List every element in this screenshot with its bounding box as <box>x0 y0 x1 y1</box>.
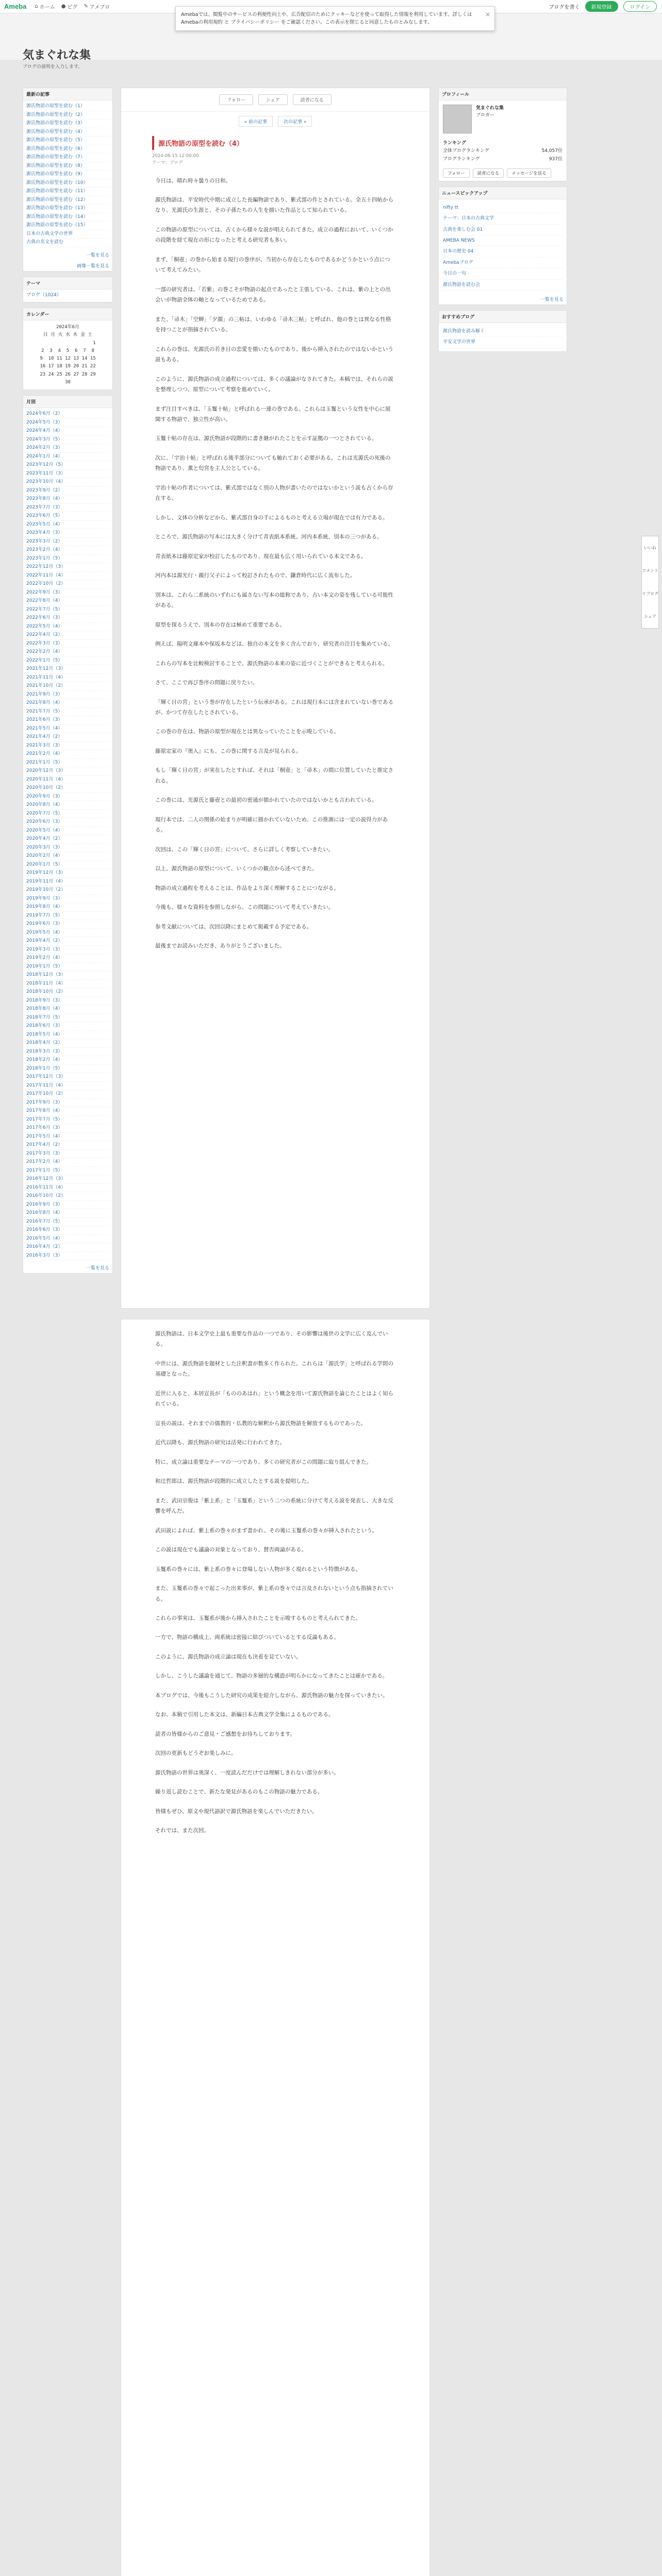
nav-pigg[interactable]: ● ピグ <box>61 4 78 10</box>
prev-article-link[interactable]: « 前の記事 <box>239 116 273 127</box>
archive-item[interactable]: 2016年7月（5） <box>26 1218 109 1227</box>
article-paragraph: 例えば、陽明文庫本や保坂本などは、独自の本文を多く含んでおり、研究者の注目を集めている。 <box>155 641 393 648</box>
article-paragraph: 近代以降も、源氏物語の研究は活発に行われてきた。 <box>155 1439 285 1446</box>
calendar-month: 2024年6月 <box>56 325 80 330</box>
archive-item[interactable]: 2024年5月（3） <box>26 419 109 428</box>
pickup-more-link[interactable]: 一覧を見る <box>540 297 564 303</box>
article-paragraph: 物語の成立過程を考えることは、作品をより深く理解することにつながる。 <box>155 885 339 891</box>
article-paragraph: 皆様もぜひ、原文や現代語訳で源氏物語を楽しんでいただきたい。 <box>155 1808 318 1815</box>
calendar-week: 9 10 11 12 13 14 15 <box>40 356 96 362</box>
article-main <box>121 88 430 1309</box>
archive-item[interactable]: 2023年5月（4） <box>26 521 109 530</box>
article-paragraph: このように、源氏物語の成立過程については、多くの議論がなされてきた。本稿では、それらの説を整理しつつ、原型について考察を進めていく。 <box>155 376 393 393</box>
article-paragraph: この巻には、光源氏と藤壺との最初の密通が描かれていたのではないかとも言われている。 <box>155 797 377 804</box>
article-title[interactable]: 源氏物語の原型を読む（4） <box>152 136 399 150</box>
archive-item[interactable]: 2023年11月（3） <box>26 470 109 479</box>
pickup-list <box>439 199 567 294</box>
article-paragraph: もし「輝く日の宮」が実在したとすれば、それは「桐壺」と「帚木」の間に位置していたと推定される。 <box>155 767 393 784</box>
archive-item[interactable]: 2020年10月（2） <box>26 784 109 793</box>
archive-item[interactable]: 2020年12月（3） <box>26 767 109 776</box>
article-paragraph: 現行本では、二人の関係の始まりが明確に描かれていないため、この推測には一定の説得力がある。 <box>155 816 388 834</box>
article-paragraph: 一方で、物語の構成上、両系統は密接に結びついているとする反論もある。 <box>155 1634 339 1641</box>
article-paragraph: 読者の皆様からのご意見・ご感想をお待ちしております。 <box>155 1731 296 1737</box>
archive-item[interactable]: 2018年4月（2） <box>26 1039 109 1048</box>
archive-list <box>23 408 112 1262</box>
archive-item[interactable]: 2023年4月（3） <box>26 529 109 538</box>
archive-item[interactable]: 2024年3月（5） <box>26 436 109 445</box>
archive-item[interactable]: 2020年2月（4） <box>26 852 109 861</box>
article-paragraph: 青表紙本は藤原定家が校訂したものであり、現在最も広く用いられている本文である。 <box>155 553 367 560</box>
archive-item[interactable]: 2019年10月（2） <box>26 886 109 895</box>
recent-posts-box <box>23 88 113 272</box>
archive-item[interactable]: 2018年7月（5） <box>26 1014 109 1023</box>
archive-more-link[interactable]: 一覧を見る <box>86 1266 109 1272</box>
archive-item[interactable]: 2019年9月（3） <box>26 895 109 904</box>
calendar-heading: カレンダー <box>23 308 112 320</box>
archive-item[interactable]: 2021年5月（4） <box>26 725 109 734</box>
top-nav <box>35 3 110 10</box>
article-paragraph: 以上、源氏物語の原型について、いくつかの観点から述べてきた。 <box>155 866 318 872</box>
reader-button[interactable]: 読者になる <box>293 94 332 105</box>
recommend-box <box>438 310 567 352</box>
archive-heading: 月別 <box>23 396 112 408</box>
article-paragraph: このように、源氏物語の成立論は現在も決着を見ていない。 <box>155 1653 302 1660</box>
archive-item[interactable]: 2024年4月（4） <box>26 427 109 436</box>
home-icon: ⌂ <box>35 4 38 9</box>
calendar-rows <box>26 340 109 387</box>
archive-item[interactable]: 2022年2月（4） <box>26 648 109 657</box>
profile-reader-button[interactable]: 読者になる <box>473 168 504 178</box>
float-action[interactable]: いいね <box>644 545 656 550</box>
archive-item[interactable]: 2018年3月（3） <box>26 1048 109 1057</box>
cookie-notice-text: Amebaでは、閲覧中のサービスの利便性向上や、広告配信のためにクッキーなどを使って取得した情報を利用しています。詳しくは Amebaの利用規約 と プライバシーポリシー をご確認ください。この表示を閉じると同意したものとみなします。 <box>181 12 472 26</box>
theme-box <box>23 277 113 303</box>
archive-item[interactable]: 2017年12月（3） <box>26 1073 109 1082</box>
article-paragraph: 一部の研究者は、「若紫」の巻こそが物語の起点であったと主張している。これは、紫の上との出会いが物語全体の軸となっているためである。 <box>155 286 391 303</box>
archive-item[interactable]: 2021年11月（4） <box>26 674 109 683</box>
follow-bar <box>121 88 429 112</box>
archive-item[interactable]: 2017年11月（4） <box>26 1082 109 1091</box>
article-paragraph: しかし、文体の分析などから、紫式部自身の手によるものと考える立場が現在では有力である。 <box>155 514 388 521</box>
archive-item[interactable]: 2018年11月（4） <box>26 980 109 989</box>
article-paragraph: 次に、「宇治十帖」と呼ばれる後半部分についても触れておく必要がある。これは光源氏の死後の物語であり、薫と匂宮を主人公としている。 <box>155 454 391 472</box>
archive-item[interactable]: 2018年2月（4） <box>26 1056 109 1065</box>
recent-post-item[interactable]: 源氏物語の原型を読む（3） <box>26 120 109 128</box>
article-paragraph: さて、ここで再び巻序の問題に戻りたい。 <box>155 680 258 686</box>
article-paragraph: また、武田宗俊は「紫上系」と「玉鬘系」という二つの系統に分けて考える説を発表し、大きな反響を呼んだ。 <box>155 1497 393 1515</box>
archive-item[interactable]: 2021年12月（3） <box>26 665 109 674</box>
archive-item[interactable]: 2022年4月（2） <box>26 631 109 640</box>
article-meta <box>152 153 399 166</box>
article-paragraph: 藤原定家の『奥入』にも、この巻に関する言及が見られる。 <box>155 748 302 754</box>
archive-item[interactable]: 2022年12月（3） <box>26 563 109 572</box>
recent-more-link[interactable]: 一覧を見る <box>86 252 109 258</box>
close-icon[interactable]: × <box>485 11 490 18</box>
recent-post-item[interactable]: 源氏物語の原型を読む（11） <box>26 188 109 196</box>
rank-row: ブログランキング 937位 <box>443 156 562 162</box>
article-paragraph: 武田説によれば、紫上系の巻々がまず書かれ、その後に玉鬘系の巻々が挿入されたという。 <box>155 1527 378 1534</box>
archive-item[interactable]: 2022年3月（3） <box>26 640 109 649</box>
archive-item[interactable]: 2023年1月（5） <box>26 555 109 564</box>
blog-title[interactable]: 気まぐれな集 <box>23 48 91 61</box>
archive-item[interactable]: 2016年9月（3） <box>26 1201 109 1210</box>
follow-button[interactable]: フォロー <box>219 94 253 105</box>
nav-home[interactable]: ⌂ ホーム <box>35 4 55 10</box>
archive-item[interactable]: 2019年3月（3） <box>26 946 109 955</box>
recent-post-item[interactable]: 日本の古典文学の世界 <box>26 230 109 239</box>
article-body-continued <box>155 1329 395 1836</box>
recent-post-item[interactable]: 源氏物語の原型を読む（14） <box>26 213 109 222</box>
archive-item[interactable]: 2016年11月（4） <box>26 1184 109 1193</box>
archive-item[interactable]: 2018年6月（3） <box>26 1022 109 1031</box>
archive-item[interactable]: 2020年7月（5） <box>26 810 109 819</box>
pickup-heading: ニュースピックアップ <box>439 187 567 199</box>
float-action[interactable]: シェア <box>644 614 656 619</box>
archive-item[interactable]: 2019年5月（4） <box>26 929 109 938</box>
profile-meta: ブロガー <box>476 113 495 118</box>
article-theme[interactable]: テーマ：ブログ <box>152 160 183 165</box>
article-paragraph: 別本は、これら二系統のいずれにも属さない写本の総称であり、古い本文の姿を残している可能性がある。 <box>155 591 393 609</box>
archive-item[interactable]: 2020年6月（3） <box>26 818 109 827</box>
archive-item[interactable]: 2018年10月（2） <box>26 988 109 997</box>
archive-item[interactable]: 2022年8月（4） <box>26 597 109 606</box>
archive-item[interactable]: 2020年5月（4） <box>26 827 109 836</box>
archive-item[interactable]: 2021年9月（3） <box>26 691 109 700</box>
article-body <box>155 176 395 952</box>
archive-item[interactable]: 2023年9月（2） <box>26 487 109 496</box>
floating-action-bar <box>641 536 659 629</box>
calendar <box>23 320 112 389</box>
archive-item[interactable]: 2021年4月（2） <box>26 733 109 742</box>
article-paragraph: 次回は、この「輝く日の宮」について、さらに詳しく考察していきたい。 <box>155 846 334 853</box>
blog-create-link[interactable]: ブログを書く <box>549 5 580 10</box>
archive-item[interactable]: 2017年6月（3） <box>26 1124 109 1133</box>
archive-item[interactable]: 2021年7月（5） <box>26 708 109 717</box>
blog-description: ブログの説明を入力します。 <box>23 64 83 70</box>
archive-item[interactable]: 2017年8月（4） <box>26 1107 109 1116</box>
archive-item[interactable]: 2017年9月（3） <box>26 1099 109 1108</box>
archive-item[interactable]: 2020年8月（4） <box>26 801 109 810</box>
recent-post-item[interactable]: 古典の名文を読む <box>26 239 109 247</box>
archive-item[interactable]: 2023年3月（2） <box>26 538 109 547</box>
calendar-week: 16 17 18 19 20 21 22 <box>40 364 96 369</box>
archive-item[interactable]: 2019年1月（5） <box>26 963 109 972</box>
article-paragraph: これらの写本を比較検討することで、源氏物語の本来の姿に近づくことができると考えられる。 <box>155 660 388 667</box>
archive-item[interactable]: 2022年9月（3） <box>26 589 109 598</box>
article-date: 2024-06-15 12:00:00 <box>152 154 199 159</box>
archive-item[interactable]: 2020年4月（2） <box>26 835 109 844</box>
cookie-notice <box>175 6 495 31</box>
profile-heading: プロフィール <box>439 88 567 100</box>
article-paragraph: この説は現在でも議論の対象となっており、賛否両論がある。 <box>155 1547 307 1553</box>
article-paragraph: しかし、こうした議論を通じて、物語の多層的な構造が明らかになってきたことは確かである。 <box>155 1673 388 1680</box>
signup-button[interactable]: 新規登録 <box>585 1 618 12</box>
recommend-item[interactable]: 源氏物語を読み解く <box>443 326 562 337</box>
pickup-item[interactable]: Amebaブログ <box>443 258 562 268</box>
calendar-week: 23 24 25 26 27 28 29 <box>40 371 96 377</box>
archive-item[interactable]: 2022年10月（2） <box>26 580 109 589</box>
article-paragraph: 源氏物語は、日本文学史上最も重要な作品の一つであり、その影響は後世の文学に広く及んでいる。 <box>155 1331 388 1348</box>
archive-item[interactable]: 2021年2月（4） <box>26 750 109 759</box>
article-paragraph: ところで、源氏物語の写本には大きく分けて青表紙本系統、河内本系統、別本の三つがある。 <box>155 534 383 540</box>
recent-post-item[interactable]: 源氏物語の原型を読む（15） <box>26 222 109 230</box>
article-paragraph: 和辻哲郎は、源氏物語が段階的に成立したとする説を提唱した。 <box>155 1478 312 1485</box>
article-paragraph: 「輝く日の宮」という巻が存在したという伝承がある。これは現行本には含まれていない巻であるが、かつて存在したとされている。 <box>155 699 393 716</box>
archive-item[interactable]: 2017年10月（2） <box>26 1090 109 1099</box>
profile-info <box>476 105 504 133</box>
pickup-item[interactable]: 日本の歴史 04 <box>443 246 562 257</box>
ameba-logo[interactable]: Ameba <box>4 3 27 10</box>
avatar[interactable] <box>443 105 472 133</box>
archive-item[interactable]: 2017年3月（3） <box>26 1150 109 1159</box>
pickup-item[interactable]: nifty tt <box>443 202 562 213</box>
article-paragraph: 近世に入ると、本居宣長が「もののあはれ」という概念を用いて源氏物語を論じたことはよく知られている。 <box>155 1390 393 1408</box>
recent-post-item[interactable]: 源氏物語の原型を読む（2） <box>26 111 109 120</box>
recent-post-item[interactable]: 源氏物語の原型を読む（4） <box>26 128 109 137</box>
archive-item[interactable]: 2018年1月（5） <box>26 1065 109 1074</box>
article-paragraph: 玉鬘系の巻々には、紫上系の巻々に登場しない人物が多く現れるという特徴がある。 <box>155 1566 361 1572</box>
share-button[interactable]: シェア <box>258 94 288 105</box>
archive-item[interactable]: 2021年6月（3） <box>26 716 109 725</box>
article-paragraph: 原型を探るうえで、別本の存在は極めて重要である。 <box>155 621 285 628</box>
archive-item[interactable]: 2019年6月（3） <box>26 920 109 929</box>
article-paragraph: なお、本稿で引用した本文は、新編日本古典文学全集によるものである。 <box>155 1711 334 1718</box>
archive-item[interactable]: 2019年8月（4） <box>26 903 109 912</box>
recent-post-item[interactable]: 源氏物語の原型を読む（1） <box>26 103 109 111</box>
right-sidebar <box>438 88 567 357</box>
recent-post-item[interactable]: 源氏物語の原型を読む（6） <box>26 145 109 154</box>
article-paragraph: 次回の更新もどうぞお楽しみに。 <box>155 1750 237 1757</box>
profile-box <box>438 88 567 181</box>
calendar-week: 30 <box>65 380 71 385</box>
archive-item[interactable]: 2016年8月（4） <box>26 1209 109 1218</box>
archive-item[interactable]: 2017年5月（4） <box>26 1133 109 1142</box>
article-paragraph: この巻の存在は、物語の原型が現在とは異なっていたことを示唆している。 <box>155 728 339 735</box>
archive-item[interactable]: 2024年1月（4） <box>26 453 109 462</box>
article-paragraph: 参考文献については、次回以降にまとめて掲載する予定である。 <box>155 923 312 930</box>
recent-post-item[interactable]: 源氏物語の原型を読む（9） <box>26 171 109 179</box>
article-paragraph: 河内本は源光行・親行父子によって校訂されたもので、鎌倉時代に広く流布した。 <box>155 572 356 579</box>
archive-item[interactable]: 2022年7月（5） <box>26 606 109 615</box>
profile-follow-button[interactable]: フォロー <box>443 168 470 178</box>
archive-item[interactable]: 2016年3月（3） <box>26 1252 109 1261</box>
recent-posts-list <box>23 100 112 249</box>
recommend-heading: おすすめブログ <box>439 311 567 323</box>
archive-item[interactable]: 2022年1月（5） <box>26 657 109 666</box>
archive-item[interactable]: 2018年12月（3） <box>26 971 109 980</box>
pigg-icon: ● <box>61 4 66 9</box>
archive-item[interactable]: 2016年6月（3） <box>26 1226 109 1235</box>
archive-item[interactable]: 2018年9月（3） <box>26 997 109 1006</box>
left-sidebar <box>23 88 113 1279</box>
archive-item[interactable]: 2016年10月（2） <box>26 1192 109 1201</box>
article-paragraph: 中世には、源氏物語を題材とした注釈書が数多く作られた。これらは「源氏学」と呼ばれる学問の基礎となった。 <box>155 1360 393 1378</box>
article-paragraph: 特に、成立論は重要なテーマの一つであり、多くの研究者がこの問題に取り組んできた。 <box>155 1459 372 1465</box>
article-paragraph: 今後も、様々な資料を参照しながら、この問題について考えていきたい。 <box>155 904 334 911</box>
article-paragraph: この物語の原型については、古くから様々な説が唱えられてきた。成立の過程において、いくつかの段階を経て現在の形になったと考える研究者も多い。 <box>155 226 393 244</box>
message-button[interactable]: メッセージを送る <box>507 168 551 178</box>
pickup-item[interactable]: 今日の一句 <box>443 268 562 279</box>
archive-item[interactable]: 2019年4月（2） <box>26 937 109 946</box>
article-paragraph: まず注目すべきは、「玉鬘十帖」と呼ばれる一連の巻である。これらは玉鬘という女性を中心に展開する物語で、独立性が高い。 <box>155 405 391 422</box>
article-nav <box>121 112 429 131</box>
archive-item[interactable]: 2024年2月（3） <box>26 444 109 453</box>
archive-item[interactable]: 2020年11月（4） <box>26 776 109 785</box>
login-button[interactable]: ログイン <box>623 1 657 12</box>
article-paragraph: それでは、また次回。 <box>155 1827 209 1834</box>
article-paragraph: これらの事実は、玉鬘系が後から挿入されたことを示唆するものと考えられてきた。 <box>155 1615 361 1621</box>
calendar-weekdays: 日 月 火 水 木 金 土 <box>43 332 93 338</box>
article-paragraph: 宣長の説は、それまでの儒教的・仏教的な解釈から源氏物語を解放するものであった。 <box>155 1420 367 1427</box>
article-paragraph: これらの巻は、光源氏の若き日の恋愛を描いたものであり、後から挿入されたのではないかという説もある。 <box>155 346 393 363</box>
calendar-box <box>23 308 113 390</box>
float-action[interactable]: リブログ <box>642 591 658 596</box>
pickup-item[interactable]: AMEBA NEWS <box>443 235 562 246</box>
recent-posts-heading: 最新の記事 <box>23 88 112 100</box>
theme-item[interactable]: ブログ（1024） <box>26 292 109 300</box>
archive-item[interactable]: 2023年12月（5） <box>26 461 109 470</box>
nav-ameblo[interactable]: ✎ アメブロ <box>84 4 110 10</box>
recent-post-item[interactable]: 源氏物語の原型を読む（7） <box>26 154 109 162</box>
archive-item[interactable]: 2019年2月（4） <box>26 954 109 963</box>
archive-item[interactable]: 2016年5月（4） <box>26 1235 109 1244</box>
archive-item[interactable]: 2020年3月（3） <box>26 844 109 853</box>
article-paragraph: 今日は、晴れ時々曇りの日和。 <box>155 177 231 184</box>
archive-item[interactable]: 2023年8月（4） <box>26 495 109 504</box>
recent-post-item[interactable]: 源氏物語の原型を読む（5） <box>26 137 109 145</box>
archive-item[interactable]: 2021年10月（2） <box>26 682 109 691</box>
article-paragraph: 源氏物語の世界は奥深く、一度読んだだけでは理解しきれない部分が多い。 <box>155 1769 339 1776</box>
profile-buttons <box>439 165 567 181</box>
ameblo-icon: ✎ <box>84 4 88 9</box>
archive-item[interactable]: 2016年12月（3） <box>26 1175 109 1184</box>
archive-item[interactable]: 2018年8月（4） <box>26 1005 109 1014</box>
archive-item[interactable]: 2023年10月（4） <box>26 478 109 487</box>
archive-item[interactable]: 2023年2月（4） <box>26 546 109 555</box>
archive-box <box>23 395 113 1274</box>
archive-item[interactable]: 2017年2月（4） <box>26 1158 109 1167</box>
article-paragraph: また、「帚木」「空蝉」「夕顔」の三帖は、いわゆる「帚木三帖」と呼ばれ、他の巻とは異なる性格を持つことが指摘されている。 <box>155 316 391 333</box>
calendar-week: 1 <box>40 340 96 346</box>
archive-item[interactable]: 2022年11月（4） <box>26 572 109 581</box>
archive-item[interactable]: 2022年6月（3） <box>26 614 109 623</box>
archive-item[interactable]: 2023年6月（5） <box>26 512 109 521</box>
image-list-link[interactable]: 画像一覧を見る <box>76 263 109 269</box>
calendar-week: 2 3 4 5 6 7 8 <box>41 348 94 353</box>
article-paragraph: また、玉鬘系の巻々で起こった出来事が、紫上系の巻々では言及されないという点も指摘されている。 <box>155 1585 393 1602</box>
recommend-item[interactable]: 平安文学の世界 <box>443 337 562 348</box>
archive-item[interactable]: 2021年1月（5） <box>26 759 109 768</box>
pickup-item[interactable]: テーマ：日本の古典文学 <box>443 213 562 224</box>
profile <box>439 100 567 138</box>
pickup-item[interactable]: 古典を楽しむ会 01 <box>443 225 562 235</box>
archive-item[interactable]: 2017年4月（2） <box>26 1141 109 1150</box>
top-right <box>549 1 657 12</box>
article-paragraph: 宇治十帖の作者については、紫式部ではなく別の人物が書いたのではないかという説も古くから存在する。 <box>155 484 393 502</box>
archive-item[interactable]: 2021年8月（4） <box>26 699 109 708</box>
article-paragraph: 最後までお読みいただき、ありがとうございました。 <box>155 943 285 950</box>
article-paragraph: 玉鬘十帖の存在は、源氏物語が段階的に書き継がれたことを示す証拠の一つとされている。 <box>155 435 377 442</box>
ranking <box>439 138 567 165</box>
archive-item[interactable]: 2019年7月（5） <box>26 912 109 921</box>
recent-post-item[interactable]: 源氏物語の原型を読む（12） <box>26 196 109 205</box>
recommend-list <box>439 323 567 351</box>
next-article-link[interactable]: 次の記事 » <box>278 116 312 127</box>
recent-post-item[interactable]: 源氏物語の原型を読む（10） <box>26 179 109 188</box>
archive-item[interactable]: 2018年5月（4） <box>26 1031 109 1040</box>
archive-item[interactable]: 2023年7月（3） <box>26 504 109 513</box>
archive-item[interactable]: 2017年1月（5） <box>26 1167 109 1176</box>
pickup-box <box>438 187 567 305</box>
profile-name[interactable]: 気まぐれな集 <box>476 106 504 111</box>
recent-post-item[interactable]: 源氏物語の原型を読む（13） <box>26 205 109 213</box>
article-main-continued <box>121 1319 430 2576</box>
archive-item[interactable]: 2019年11月（4） <box>26 878 109 887</box>
article-paragraph: 源氏物語は、平安時代中期に成立した長編物語であり、紫式部の作とされている。全五十四帖からなり、光源氏の生涯と、その子孫たちの人生を描いた作品として知られている。 <box>155 196 393 214</box>
archive-item[interactable]: 2017年7月（5） <box>26 1116 109 1125</box>
archive-item[interactable]: 2024年6月（2） <box>26 410 109 419</box>
archive-item[interactable]: 2022年5月（4） <box>26 623 109 632</box>
rank-row: 全体ブログランキング 54,057位 <box>443 148 562 154</box>
article-paragraph: 繰り返し読むことで、新たな発見があるのもこの物語の魅力である。 <box>155 1789 323 1795</box>
archive-item[interactable]: 2020年1月（5） <box>26 861 109 870</box>
article-paragraph: 本ブログでは、今後もこうした研究の成果を紹介しながら、源氏物語の魅力を探っていきたい。 <box>155 1692 388 1699</box>
archive-item[interactable]: 2019年12月（3） <box>26 869 109 878</box>
ranking-label: ランキング <box>443 141 466 146</box>
archive-item[interactable]: 2020年9月（3） <box>26 793 109 802</box>
archive-item[interactable]: 2021年3月（3） <box>26 742 109 751</box>
recent-post-item[interactable]: 源氏物語の原型を読む（8） <box>26 162 109 171</box>
pickup-item[interactable]: 源氏物語を読む会 <box>443 280 562 291</box>
article-paragraph: まず、「桐壺」の巻から始まる現行の巻序が、当初から存在したものであるかどうかという点について考えてみたい。 <box>155 256 390 274</box>
float-action[interactable]: コメント <box>642 568 658 573</box>
theme-heading: テーマ <box>23 277 112 290</box>
archive-item[interactable]: 2016年4月（2） <box>26 1243 109 1252</box>
